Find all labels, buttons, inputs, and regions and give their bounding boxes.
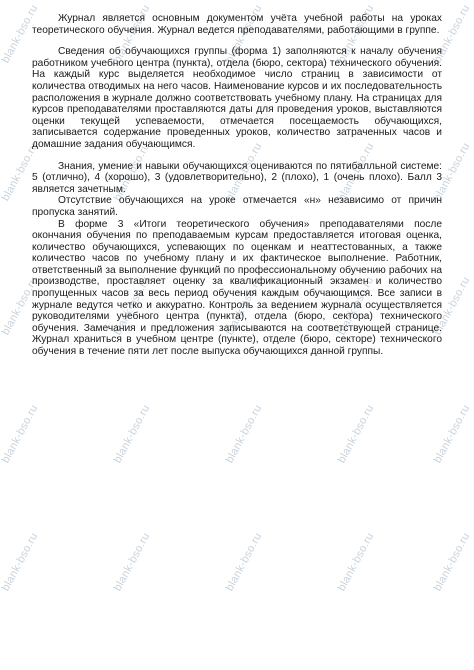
paragraph-student-info: Сведения об обучающихся группы (форма 1) заполняются к началу обучения работником учебного центра (пункта), отдела (бюро, сектора) технического обучения. На каждый курс выделяется необходимое число страниц в зависимости от количества отводимых на него часов. Наименование курсов и их последовательность расположения в журнале должно соответствовать учебному плану. На страницах для курсов преподавателями проставляются даты для проведения уроков, выставляются оценки текущей успеваемости, отмечается посещаемость обучающихся, записывается содержание проведенных уроков, количество затраченных часов и домашние задания обучающимся. [32,46,442,150]
watermark: blank-bso.ru [431,140,473,204]
watermark: blank-bso.ru [111,402,153,466]
paragraph-grading: Знания, умение и навыки обучающихся оцениваются по пятибалльной системе: 5 (отлично), 4 (хорошо), 3 (удовлетворительно), 2 (плохо), 1 (очень плохо). Балл 3 является зачетным. [32,160,442,195]
watermark: blank-bso.ru [335,140,377,204]
watermark: blank-bso.ru [431,2,473,66]
paragraph-intro: Журнал является основным документом учёта учебной работы на уроках теоретического обучения. Журнал ведется преподавателями, работающими в группе. [32,13,442,36]
watermark: blank-bso.ru [223,274,265,338]
watermark: blank-bso.ru [111,140,153,204]
watermark: blank-bso.ru [111,274,153,338]
watermark: blank-bso.ru [335,2,377,66]
watermark: blank-bso.ru [0,140,41,204]
watermark: blank-bso.ru [223,140,265,204]
watermark: blank-bso.ru [223,402,265,466]
watermark: blank-bso.ru [431,402,473,466]
watermark: blank-bso.ru [0,2,41,66]
watermark: blank-bso.ru [0,530,41,594]
watermark: blank-bso.ru [0,402,41,466]
watermark: blank-bso.ru [431,530,473,594]
document-body [32,13,442,358]
watermark: blank-bso.ru [335,274,377,338]
watermark: blank-bso.ru [111,2,153,66]
watermark: blank-bso.ru [335,530,377,594]
watermark: blank-bso.ru [0,274,41,338]
watermark: blank-bso.ru [431,274,473,338]
watermark: blank-bso.ru [335,402,377,466]
watermark: blank-bso.ru [111,530,153,594]
watermark: blank-bso.ru [223,2,265,66]
watermark: blank-bso.ru [223,530,265,594]
paragraph-form-3: В форме 3 «Итоги теоретического обучения» преподавателями после окончания обучения по преподаваемым курсам предоставляется итоговая оценка, количество обучающихся, успевающих по оценкам и неаттестованных, а также количество часов по учебному плану и их фактическое выполнение. Работник, ответственный за выполнение функций по профессиональному обучению рабочих на производстве, проставляет оценку за квалификационный экзамен и количество пропущенных часов за весь период обучения каждым обучающимся. Все записи в журнале ведутся четко и аккуратно. Контроль за ведением журнала осуществляется руководителями учебного центра (пункта), отдела (бюро, сектора) технического обучения. Замечания и предложения записываются на соответствующей странице. Журнал храниться в учебном центре (пункте), отделе (бюро, секторе) технического обучения в течение пяти лет после выпуска обучающихся данной группы. [32,218,442,358]
paragraph-absence: Отсутствие обучающихся на уроке отмечается «н» независимо от причин пропуска занятий. [32,195,442,218]
